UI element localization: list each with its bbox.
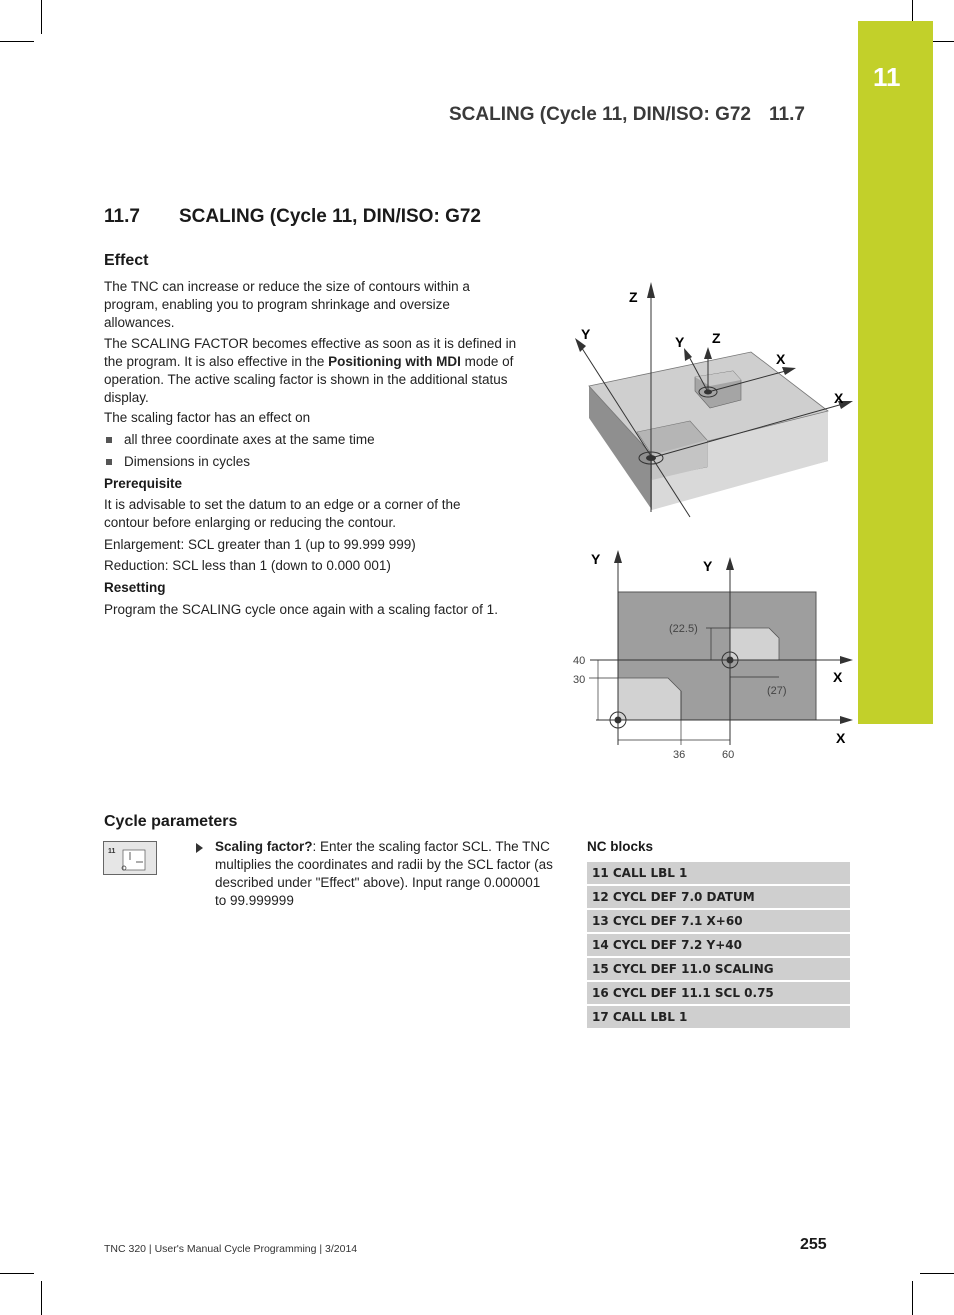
section-title: SCALING (Cycle 11, DIN/ISO: G72 xyxy=(179,206,481,227)
effect-heading: Effect xyxy=(104,252,149,269)
axis-label: Y xyxy=(581,326,591,342)
resetting-heading: Resetting xyxy=(104,580,166,595)
dimension-label: 30 xyxy=(573,674,586,686)
enlargement-text: Enlargement: SCL greater than 1 (up to 99.999 999) xyxy=(104,537,416,552)
nc-block-row: 12 CYCL DEF 7.0 DATUM xyxy=(587,886,850,908)
parameter-text: : Enter the scaling factor SCL. The TNC multiplies the coordinates and radii by the SCL factor (as described under "Effect" above). Input range 0.000001 to 99.999999 xyxy=(215,839,553,908)
chapter-number: 11 xyxy=(873,62,901,92)
nc-block-row: 17 CALL LBL 1 xyxy=(587,1006,850,1028)
dimension-label: 60 xyxy=(722,749,735,761)
nc-block-row: 14 CYCL DEF 7.2 Y+40 xyxy=(587,934,850,956)
parameter-name: Scaling factor? xyxy=(215,839,313,854)
prerequisite-text: It is advisable to set the datum to an edge or a corner of the contour before enlarging or reducing the contour. xyxy=(104,497,461,530)
axis-label: Y xyxy=(591,551,601,567)
crop-mark xyxy=(920,1273,954,1274)
axis-label: Y xyxy=(675,334,685,350)
reduction-text: Reduction: SCL less than 1 (down to 0.000 001) xyxy=(104,558,391,573)
running-header-section: 11.7 xyxy=(768,104,805,125)
original-contour xyxy=(618,678,681,720)
parameter-description xyxy=(215,838,555,910)
crop-mark xyxy=(41,1281,42,1315)
effect-paragraph-2 xyxy=(104,335,536,407)
running-header xyxy=(449,104,805,126)
nc-block-row: 13 CYCL DEF 7.1 X+60 xyxy=(587,910,850,932)
axis-label: X xyxy=(834,390,844,406)
crop-mark xyxy=(912,1281,913,1315)
mode-link: Positioning with MDI xyxy=(328,354,461,369)
section-heading xyxy=(104,206,481,228)
nc-block-row: 11 CALL LBL 1 xyxy=(587,862,850,884)
cycle-parameters-heading: Cycle parameters xyxy=(104,813,238,830)
effect-paragraph-1: The TNC can increase or reduce the size of contours within a program, enabling you to program shrinkage and oversize allowances. xyxy=(104,279,470,330)
dimension-label: (27) xyxy=(767,685,787,697)
section-number: 11.7 xyxy=(104,206,140,227)
chapter-tab xyxy=(858,21,933,724)
page-number: 255 xyxy=(800,1236,827,1253)
scaling-3d-figure xyxy=(560,270,860,530)
crop-mark xyxy=(41,0,42,34)
dimension-label: 40 xyxy=(573,655,586,667)
crop-mark xyxy=(0,41,34,42)
bullet-text: Dimensions in cycles xyxy=(124,454,251,469)
axis-label: X xyxy=(833,669,843,685)
crop-mark xyxy=(0,1273,34,1274)
dimension-label: 36 xyxy=(673,749,686,761)
effect-paragraph-3: The scaling factor has an effect on xyxy=(104,410,311,425)
dimension-label: (22.5) xyxy=(669,623,698,635)
bullet-item xyxy=(124,453,250,471)
scaled-contour xyxy=(730,628,779,660)
running-header-title: SCALING (Cycle 11, DIN/ISO: G72 xyxy=(449,104,751,125)
page-footer: TNC 320 | User's Manual Cycle Programming | 3/2014 xyxy=(104,1243,358,1255)
bullet-text: all three coordinate axes at the same time xyxy=(124,432,375,447)
nc-block-row: 16 CYCL DEF 11.1 SCL 0.75 xyxy=(587,982,850,1004)
bullet-item xyxy=(124,431,375,449)
p2-text-a: The SCALING FACTOR becomes effective as soon as it is defined in the program. It is also effective in the xyxy=(104,336,517,369)
softkey-label: 11 xyxy=(108,848,116,855)
resetting-text: Program the SCALING cycle once again with a scaling factor of 1. xyxy=(104,602,498,617)
scaling-2d-figure xyxy=(560,540,860,765)
axis-label: X xyxy=(836,730,846,746)
parameter-arrow-icon xyxy=(196,843,203,853)
axis-label: Y xyxy=(703,558,713,574)
axis-label: X xyxy=(776,351,786,367)
nc-blocks-heading: NC blocks xyxy=(587,839,654,854)
p2-text-b: mode of operation. The active scaling factor is shown in the additional status display. xyxy=(104,354,514,405)
nc-block-row: 15 CYCL DEF 11.0 SCALING xyxy=(587,958,850,980)
prerequisite-heading: Prerequisite xyxy=(104,476,183,491)
cycle-softkey-icon[interactable] xyxy=(103,841,157,875)
axis-label: Z xyxy=(712,330,721,346)
axis-label: Z xyxy=(629,289,638,305)
